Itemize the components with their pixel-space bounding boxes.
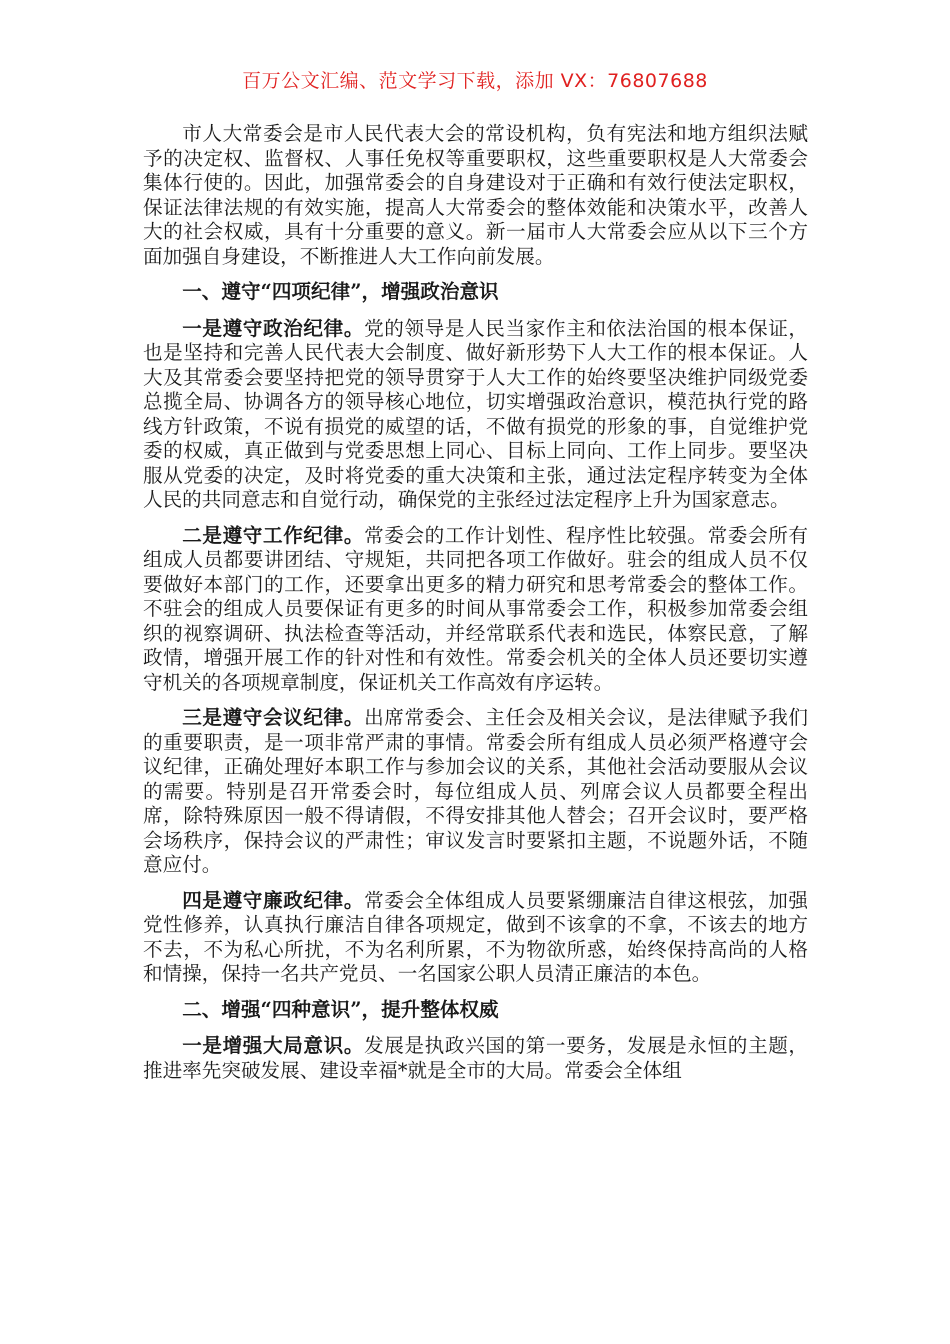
intro-paragraph: 市人大常委会是市人民代表大会的常设机构，负有宪法和地方组织法赋予的决定权、监督权、人事任免权等重要职权，这些重要职权是人大常委会集体行使的。因此，加强常委会的自身建设对于正确和有效行使法定职权，保证法律法规的有效实施，提高人大常委会的整体效能和决策水平，改善人大的社会权威，具有十分重要的意义。新一届市人大常委会应从以下三个方面加强自身建设，不断推进人大工作向前发展。 xyxy=(143,122,808,268)
paragraph-lead: 二是遵守工作纪律。 xyxy=(182,523,365,547)
paragraph-text: 常委会的工作计划性、程序性比较强。常委会所有组成人员都要讲团结、守规矩，共同把各项工作做好。驻会的组成人员不仅要做好本部门的工作，还要拿出更多的精力研究和思考常委会的整体工作。不驻会的组成人员要保证有更多的时间从事常委会工作，积极参加常委会组织的视察调研、执法检查等活动，并经常联系代表和选民，体察民意，了解政情，增强开展工作的针对性和有效性。常委会机关的全体人员还要切实遵守机关的各项规章制度，保证机关工作高效有序运转。 xyxy=(143,523,809,694)
paragraph-integrity-discipline xyxy=(143,889,808,987)
paragraph-text: 党的领导是人民当家作主和依法治国的根本保证，也是坚持和完善人民代表大会制度、做好新形势下人大工作的根本保证。人大及其常委会要坚持把党的领导贯穿于人大工作的始终要坚决维护同级党委总揽全局、协调各方的领导核心地位，切实增强政治意识，模范执行党的路线方针政策，不说有损党的威望的话，不做有损党的形象的事，自觉维护党委的权威，真正做到与党委思想上同心、目标上同向、工作上同步。要坚决服从党委的决定，及时将党委的重大决策和主张，通过法定程序转变为全体人民的共同意志和自觉行动，确保党的主张经过法定程序上升为国家意志。 xyxy=(143,316,809,511)
paragraph-text: 出席常委会、主任会及相关会议，是法律赋予我们的重要职责，是一项非常严肃的事情。常委会所有组成人员必须严格遵守会议纪律，正确处理好本职工作与参加会议的关系，其他社会活动要服从会议的需要。特别是召开常委会时，每位组成人员、列席会议人员都要全程出席，除特殊原因一般不得请假，不得安排其他人替会；召开会议时，要严格会场秩序，保持会议的严肃性；审议发言时要紧扣主题，不说题外话，不随意应付。 xyxy=(143,706,809,876)
paragraph-lead: 一是遵守政治纪律。 xyxy=(182,316,365,340)
paragraph-overall-awareness xyxy=(143,1034,808,1083)
paragraph-meeting-discipline xyxy=(143,706,808,878)
paragraph-political-discipline xyxy=(143,317,808,513)
section-heading-2: 二、增强“四种意识”，提升整体权威 xyxy=(182,997,499,1021)
header-banner: 百万公文汇编、范文学习下载，添加 VX：76807688 xyxy=(242,70,708,92)
document-body xyxy=(143,122,808,1094)
paragraph-work-discipline xyxy=(143,524,808,696)
paragraph-text: 常委会全体组成人员要紧绷廉洁自律这根弦，加强党性修养，认真执行廉洁自律各项规定，做到不该拿的不拿，不该去的地方不去，不为私心所扰，不为名利所累，不为物欲所惑，始终保持高尚的人格和情操，保持一名共产党员、一名国家公职人员清正廉洁的本色。 xyxy=(143,888,809,985)
paragraph-lead: 三是遵守会议纪律。 xyxy=(182,706,365,729)
paragraph-text: 发展是执政兴国的第一要务，发展是永恒的主题，推进率先突破发展、建设幸福*就是全市的大局。常委会全体组 xyxy=(143,1034,809,1082)
paragraph-lead: 一是增强大局意识。 xyxy=(182,1034,365,1057)
section-heading-1: 一、遵守“四项纪律”，增强政治意识 xyxy=(182,280,499,303)
paragraph-lead: 四是遵守廉政纪律。 xyxy=(182,888,365,912)
